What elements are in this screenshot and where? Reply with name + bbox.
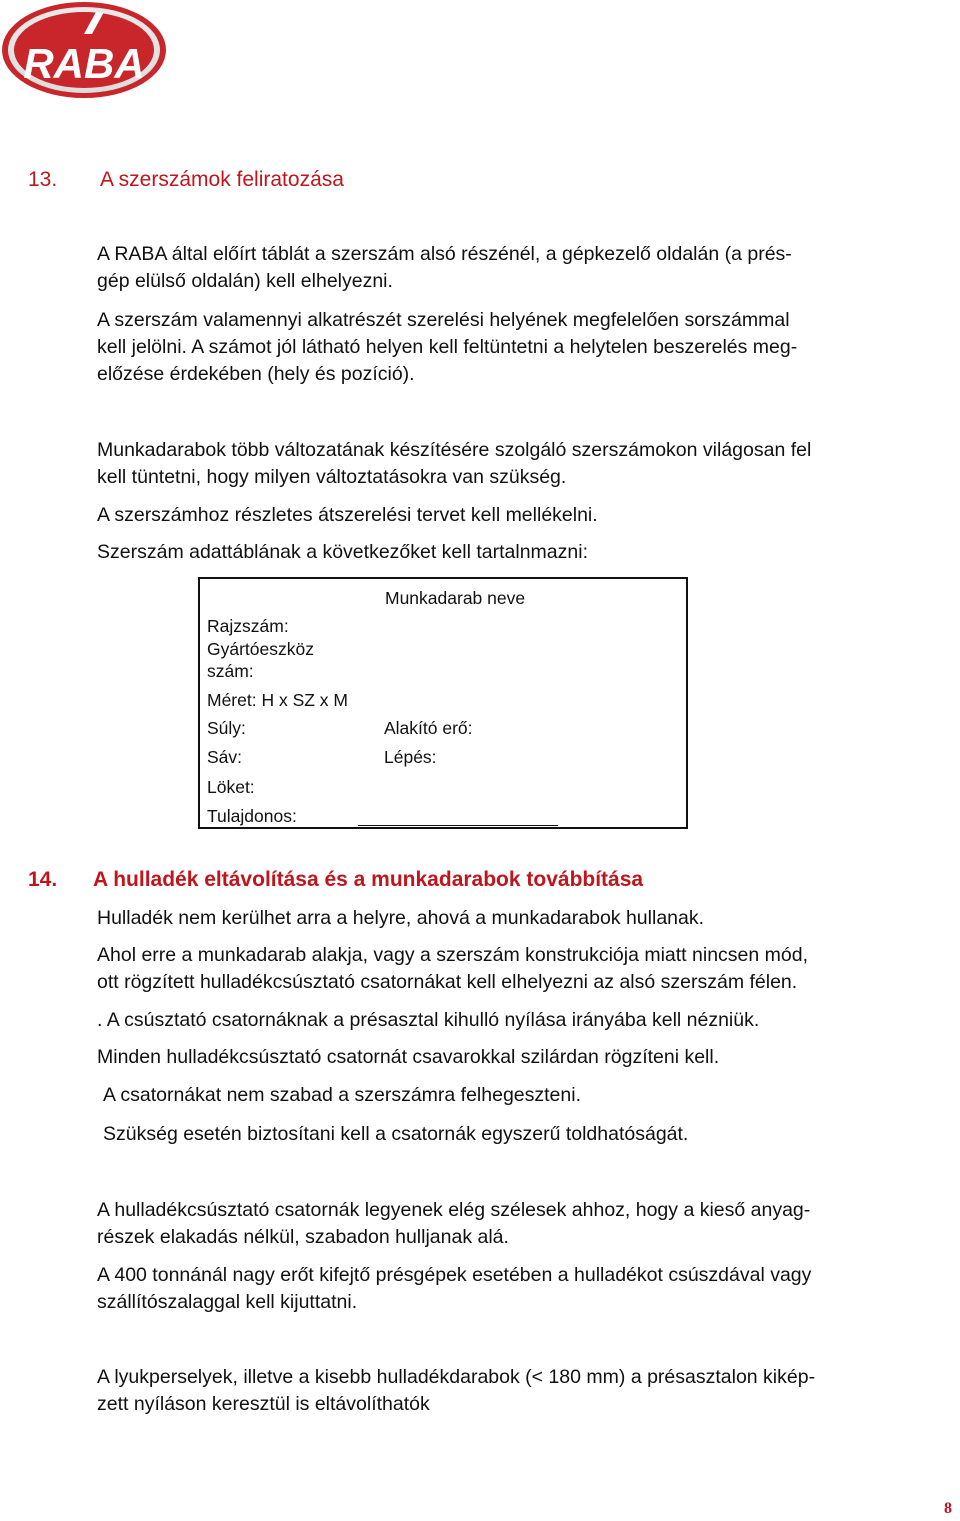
s14-paragraph-8-line-2: szállítószalaggal kell kijuttatni. bbox=[97, 1291, 358, 1313]
plate-step: Lépés: bbox=[384, 747, 437, 767]
s13-paragraph-1-line-1: A RABA által előírt táblát a szerszám alsó részénél, a gépkezelő oldalán (a prés- bbox=[97, 243, 792, 265]
s14-paragraph-3: . A csúsztató csatornáknak a présasztal kihulló nyílása irányába kell nézniük. bbox=[97, 1009, 760, 1031]
s14-paragraph-1: Hulladék nem kerülhet arra a helyre, ahová a munkadarabok hullanak. bbox=[97, 907, 705, 929]
s13-paragraph-3-line-1: Munkadarabok több változatának készítésére szolgáló szerszámokon világosan fel bbox=[97, 439, 812, 461]
plate-drawing-no: Rajzszám: bbox=[207, 616, 289, 636]
section-13-number: 13. bbox=[28, 168, 58, 191]
s14-paragraph-5: A csatornákat nem szabad a szerszámra felhegeszteni. bbox=[103, 1084, 581, 1106]
s14-paragraph-7-line-2: részek elakadás nélkül, szabadon hulljanak alá. bbox=[97, 1226, 509, 1248]
plate-workpiece-name: Munkadarab neve bbox=[385, 588, 526, 608]
s13-paragraph-4: A szerszámhoz részletes átszerelési tervet kell mellékelni. bbox=[97, 504, 598, 526]
plate-size: Méret: H x SZ x M bbox=[207, 690, 348, 710]
s14-paragraph-2-line-2: ott rögzített hulladékcsúsztató csatornákat kell elhelyezni az alsó szerszám félen. bbox=[97, 971, 798, 993]
s13-paragraph-1-line-2: gép elülső oldalán) kell elhelyezni. bbox=[97, 270, 393, 292]
s14-paragraph-6: Szükség esetén biztosítani kell a csatornák egyszerű toldhatóságát. bbox=[103, 1123, 689, 1145]
plate-owner-line bbox=[358, 825, 558, 826]
plate-stroke: Löket: bbox=[207, 777, 255, 797]
s14-paragraph-7-line-1: A hulladékcsúsztató csatornák legyenek elég szélesek ahhoz, hogy a kieső anyag- bbox=[97, 1199, 811, 1221]
s13-paragraph-2-line-1: A szerszám valamennyi alkatrészét szerelési helyének megfelelően sorszámmal bbox=[97, 309, 790, 331]
plate-owner: Tulajdonos: bbox=[207, 806, 297, 826]
s14-paragraph-4: Minden hulladékcsúsztató csatornát csavarokkal szilárdan rögzíteni kell. bbox=[97, 1046, 720, 1068]
plate-tool-no-line-2: szám: bbox=[207, 661, 254, 681]
s14-paragraph-9-line-2: zett nyíláson keresztül is eltávolíthatók bbox=[97, 1393, 430, 1415]
s14-paragraph-8-line-1: A 400 tonnánál nagy erőt kifejtő présgépek esetében a hulladékot csúszdával vagy bbox=[97, 1264, 812, 1286]
section-14-title: A hulladék eltávolítása és a munkadarabok továbbítása bbox=[93, 868, 644, 891]
s14-paragraph-2-line-1: Ahol erre a munkadarab alakja, vagy a szerszám konstrukciója miatt nincsen mód, bbox=[97, 944, 808, 966]
s13-paragraph-3-line-2: kell tüntetni, hogy milyen változtatásokra van szükség. bbox=[97, 466, 567, 488]
raba-logo bbox=[0, 0, 168, 100]
plate-forming-force: Alakító erő: bbox=[384, 718, 473, 738]
plate-tool-no-line-1: Gyártóeszköz bbox=[207, 639, 314, 659]
logo-text: RABA bbox=[23, 40, 145, 87]
s13-paragraph-5: Szerszám adattáblának a következőket kell tartalnmazni: bbox=[97, 541, 588, 563]
section-14-number: 14. bbox=[28, 868, 58, 891]
s13-paragraph-2-line-3: előzése érdekében (hely és pozíció). bbox=[97, 363, 415, 385]
section-13-title: A szerszámok feliratozása bbox=[100, 168, 344, 191]
plate-lane: Sáv: bbox=[207, 747, 243, 767]
s13-paragraph-2-line-2: kell jelölni. A számot jól látható helyen kell feltüntetni a helytelen beszerelés meg- bbox=[97, 336, 798, 358]
s14-paragraph-9-line-1: A lyukperselyek, illetve a kisebb hulladékdarabok (< 180 mm) a présasztalon kikép- bbox=[97, 1366, 816, 1388]
page-number: 8 bbox=[944, 1500, 952, 1517]
plate-weight: Súly: bbox=[207, 718, 246, 738]
